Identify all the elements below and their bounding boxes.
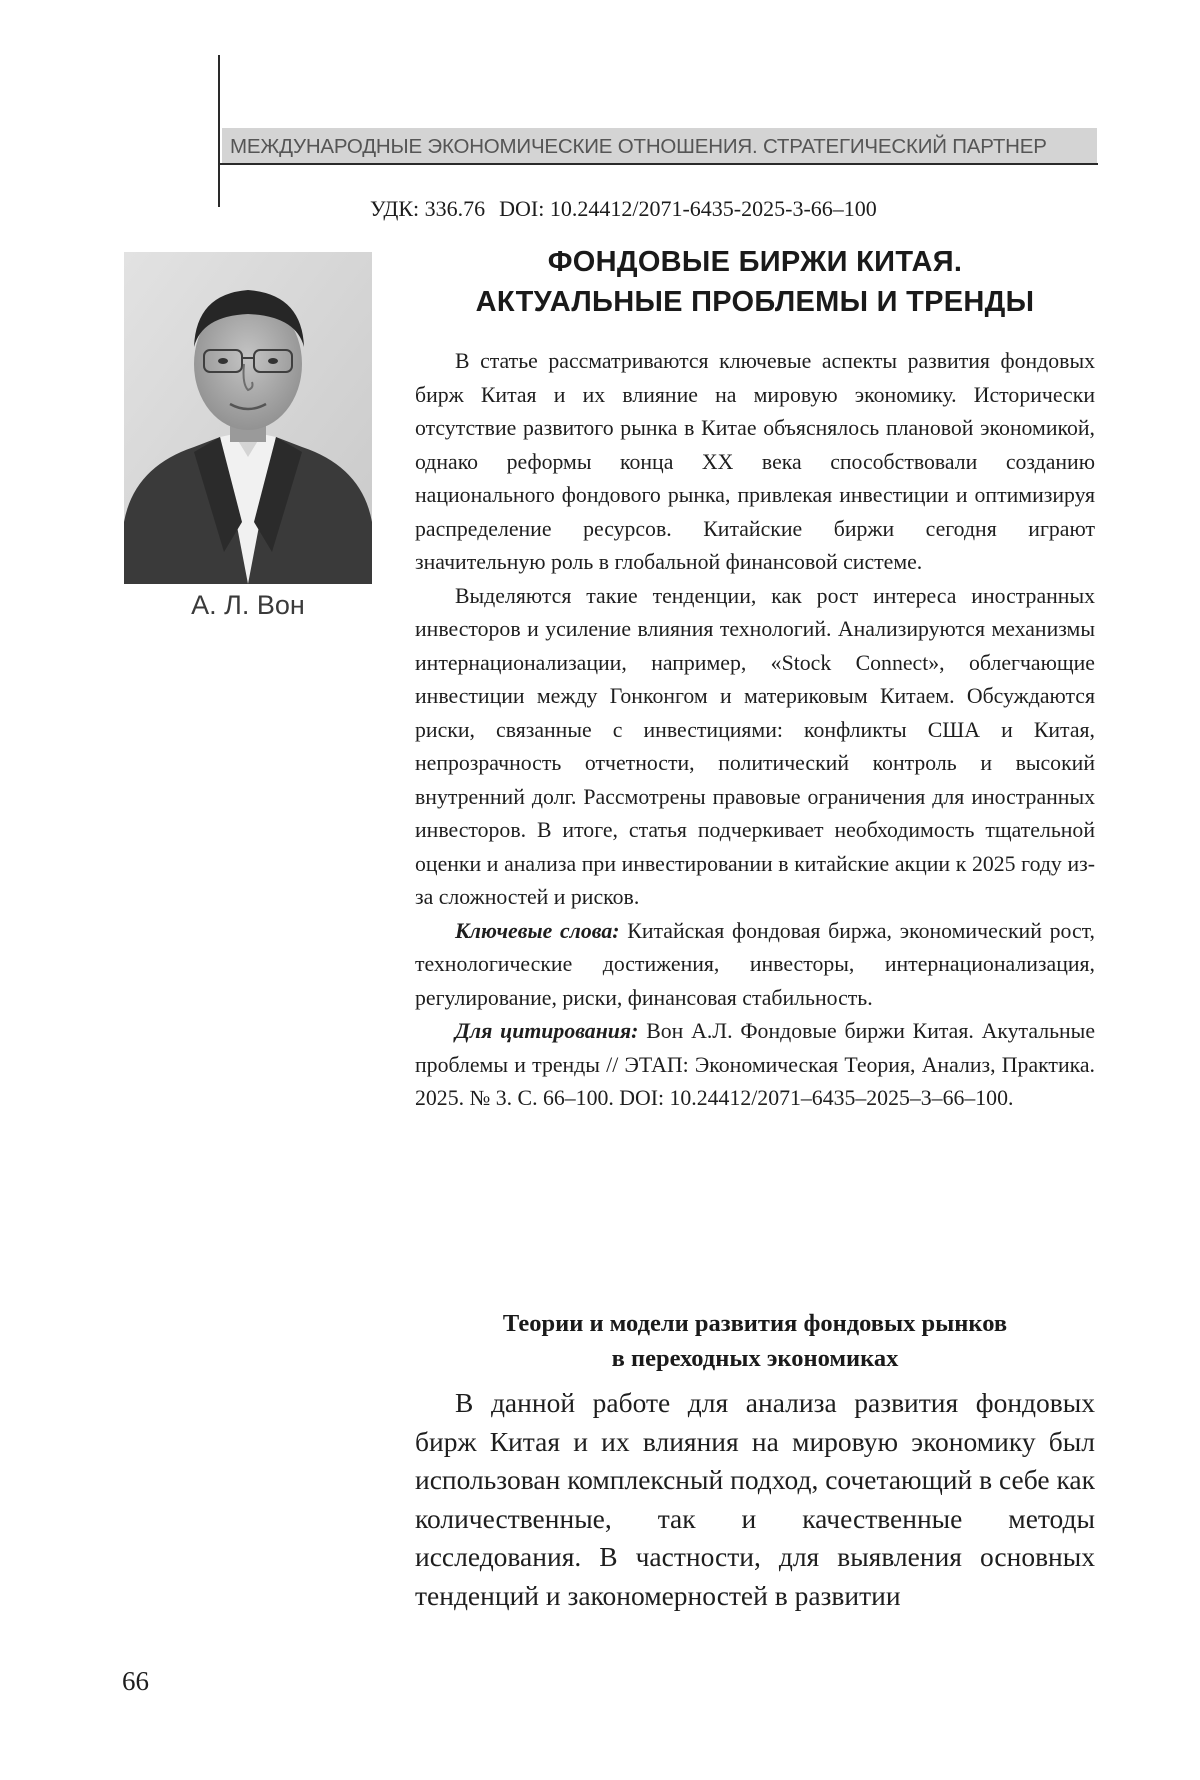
citation (415, 1015, 1095, 1116)
running-header-text: МЕЖДУНАРОДНЫЕ ЭКОНОМИЧЕСКИЕ ОТНОШЕНИЯ. СТРАТЕГИЧЕСКИЙ ПАРТНЕР (230, 135, 1047, 158)
article-title-line-1: ФОНДОВЫЕ БИРЖИ КИТАЯ. (547, 246, 963, 278)
article-identifiers (370, 196, 877, 222)
keywords (415, 915, 1095, 1016)
running-header (222, 128, 1097, 165)
keywords-text: Китайская фондовая биржа, экономический рост, технологические достижения, инвесторы, интернационализация, регулирование, риски, финансовая стабильность. (415, 918, 1095, 1010)
author-photo (124, 252, 372, 584)
abstract-paragraph-1: В статье рассматриваются ключевые аспекты развития фондовых бирж Китая и их влияние на мировую экономику. Исторически отсутствие развитого рынка в Китае объяснялось плановой экономикой, однако реформы конца XX века способствовали созданию национального фондового рынка, привлекая инвестиции и оптимизируя распределение ресурсов. Китайские биржи сегодня играют значительную роль в глобальной финансовой системе. (415, 349, 1095, 574)
abstract-paragraph-2: Выделяются такие тенденции, как рост интереса иностранных инвесторов и усиление влияния технологий. Анализируются механизмы интернационализации, например, «Stock Connect», облегчающие инвестиции между Гонконгом и материковым Китаем. Обсуждаются риски, связанные с инвестициями: конфликты США и Китая, непрозрачность отчетности, политический контроль и высокий внутренний долг. Рассмотрены правовые ограничения для иностранных инвесторов. В итоге, статья подчеркивает необходимость тщательной оценки и анализа при инвестировании в китайские акции к 2025 году из-за сложностей и рисков. (415, 583, 1095, 909)
article-title-line-2: АКТУАЛЬНЫЕ ПРОБЛЕМЫ И ТРЕНДЫ (475, 286, 1035, 318)
page-number: 66 (122, 1666, 149, 1696)
keywords-label: Ключевые слова: (455, 918, 620, 943)
body-paragraph: В данной работе для анализа развития фондовых бирж Китая и их влияния на мировую экономику был использован комплексный подход, сочетающий в себе как количественные, так и качественные методы исследования. В частности, для выявления основных тенденций и закономерностей в развитии (415, 1387, 1095, 1611)
section-heading-line-2: в переходных экономиках (611, 1345, 899, 1372)
abstract (415, 345, 1095, 1116)
section-heading (415, 1306, 1095, 1376)
doi-code: DOI: 10.24412/2071-6435-2025-3-66–100 (499, 196, 877, 221)
citation-label: Для цитирования: (455, 1019, 639, 1043)
header-vertical-rule (218, 55, 220, 207)
citation-text: Вон А.Л. Фондовые биржи Китая. Акутальные проблемы и тренды // ЭТАП: Экономическая Теория, Анализ, Практика. 2025. № 3. С. 66–100. DOI: 10.24412/2071–6435–2025–3–66–100. (415, 1019, 1095, 1110)
header-rule (218, 163, 1098, 165)
udk-code: УДК: 336.76 (370, 196, 486, 221)
section-body (415, 1384, 1095, 1615)
author-name: А. Л. Вон (191, 590, 305, 620)
article-title (415, 242, 1095, 322)
section-heading-line-1: Теории и модели развития фондовых рынков (502, 1310, 1008, 1337)
